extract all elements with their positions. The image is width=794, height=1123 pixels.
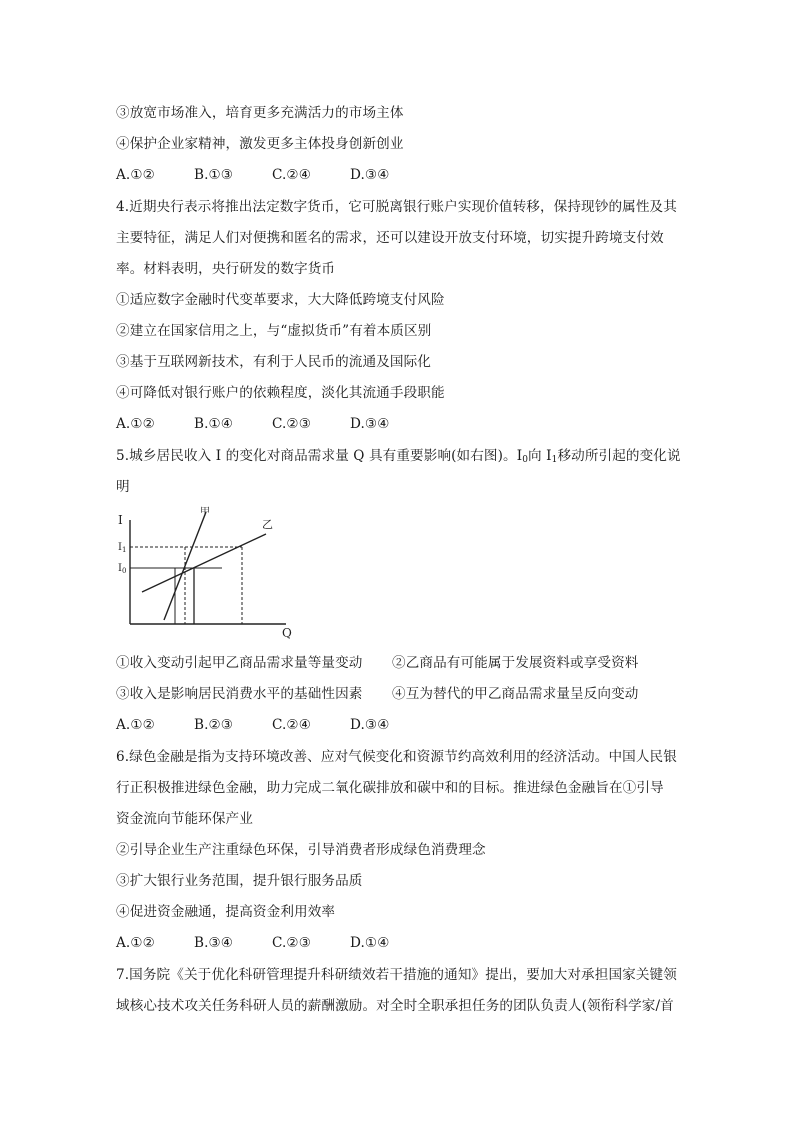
q5-option-b: B.②③: [194, 717, 234, 733]
y-axis-label: I: [118, 513, 123, 527]
q4-stem-line-1: 4.近期央行表示将推出法定数字货币，它可脱离银行账户实现价值转移，保持现钞的属性及其: [116, 199, 677, 215]
q5-stem-part-a: 5.城乡居民收入 I 的变化对商品需求量 Q 具有重要影响(如右图)。I: [116, 448, 523, 464]
q5-stem-part-c: 移动所引起的变化说: [557, 448, 681, 464]
q5-stem-line-2: 明: [116, 479, 130, 495]
i0-label: $I_0$: [118, 563, 127, 575]
q4-option-c: C.②③: [272, 416, 312, 432]
i1-label: $I_1$: [118, 542, 127, 554]
q3-item-4: ④保护企业家精神，激发更多主体投身创新创业: [116, 136, 404, 152]
q3-options: [116, 166, 428, 184]
q3-item-3: ③放宽市场准入，培育更多充满活力的市场主体: [116, 105, 404, 121]
q4-options: [116, 415, 428, 433]
q4-item-1: ①适应数字金融时代变革要求，大大降低跨境支付风险: [116, 292, 445, 308]
q3-option-b: B.①③: [194, 167, 234, 183]
q3-option-d: D.③④: [350, 167, 390, 183]
q6-stem-line-1: 6.绿色金融是指为支持环境改善、应对气候变化和资源节约高效利用的经济活动。中国人民银: [116, 749, 677, 765]
q4-option-a: A.①②: [116, 416, 155, 432]
curve-jia-label: 甲: [200, 507, 210, 518]
curve-yi: [142, 534, 266, 592]
q3-option-c: C.②④: [272, 167, 312, 183]
q5-item-4: ④互为替代的甲乙商品需求量呈反向变动: [392, 686, 639, 702]
income-demand-graph: [116, 506, 312, 640]
q5-stem-sub-0: 0: [522, 455, 529, 465]
q4-item-3: ③基于互联网新技术，有利于人民币的流通及国际化: [116, 354, 431, 370]
q5-options: [116, 716, 428, 734]
q4-item-4: ④可降低对银行账户的依赖程度，淡化其流通手段职能: [116, 385, 445, 401]
q4-stem-line-3: 率。材料表明，央行研发的数字货币: [116, 261, 336, 277]
q5-item-1: ①收入变动引起甲乙商品需求量等量变动: [116, 655, 363, 671]
curve-yi-label: 乙: [262, 518, 273, 531]
q4-item-2: ②建立在国家信用之上，与“虚拟货币”有着本质区别: [116, 323, 432, 339]
q3-option-a: A.①②: [116, 167, 155, 183]
q7-stem-line-1: 7.国务院《关于优化科研管理提升科研绩效若干措施的通知》提出，要加大对承担国家关键领: [116, 967, 677, 983]
q6-item-4: ④促进资金融通，提高资金利用效率: [116, 904, 336, 920]
q5-stem-part-b: 向 I: [528, 448, 552, 464]
q6-option-a: A.①②: [116, 935, 155, 951]
x-axis-label: Q: [282, 626, 292, 640]
q4-option-d: D.③④: [350, 416, 390, 432]
q6-stem-line-3: 资金流向节能环保产业: [116, 811, 253, 827]
q6-stem-line-2: 行正积极推进绿色金融，助力完成二氧化碳排放和碳中和的目标。推进绿色金融旨在①引导: [116, 780, 664, 796]
q6-option-c: C.②③: [272, 935, 312, 951]
q5-items-row-2: [116, 685, 639, 703]
q5-item-3: ③收入是影响居民消费水平的基础性因素: [116, 686, 363, 702]
q7-stem-line-2: 域核心技术攻关任务科研人员的薪酬激励。对全时全职承担任务的团队负责人(领衔科学家/首: [116, 998, 674, 1014]
q5-option-d: D.③④: [350, 717, 390, 733]
q5-stem-line-1: [116, 447, 681, 469]
q5-option-a: A.①②: [116, 717, 155, 733]
q5-stem-sub-1: 1: [551, 455, 558, 465]
q4-stem-line-2: 主要特征，满足人们对便携和匿名的需求，还可以建设开放支付环境，切实提升跨境支付效: [116, 230, 664, 246]
q6-options: [116, 934, 428, 952]
q6-option-b: B.③④: [194, 935, 234, 951]
q5-item-2: ②乙商品有可能属于发展资料或享受资料: [392, 655, 639, 671]
q5-option-c: C.②④: [272, 717, 312, 733]
q4-option-b: B.①④: [194, 416, 234, 432]
q6-option-d: D.①④: [350, 935, 390, 951]
q6-item-3: ③扩大银行业务范围，提升银行服务品质: [116, 873, 363, 889]
q6-item-2: ②引导企业生产注重绿色环保，引导消费者形成绿色消费理念: [116, 842, 486, 858]
q5-items-row-1: [116, 654, 639, 672]
